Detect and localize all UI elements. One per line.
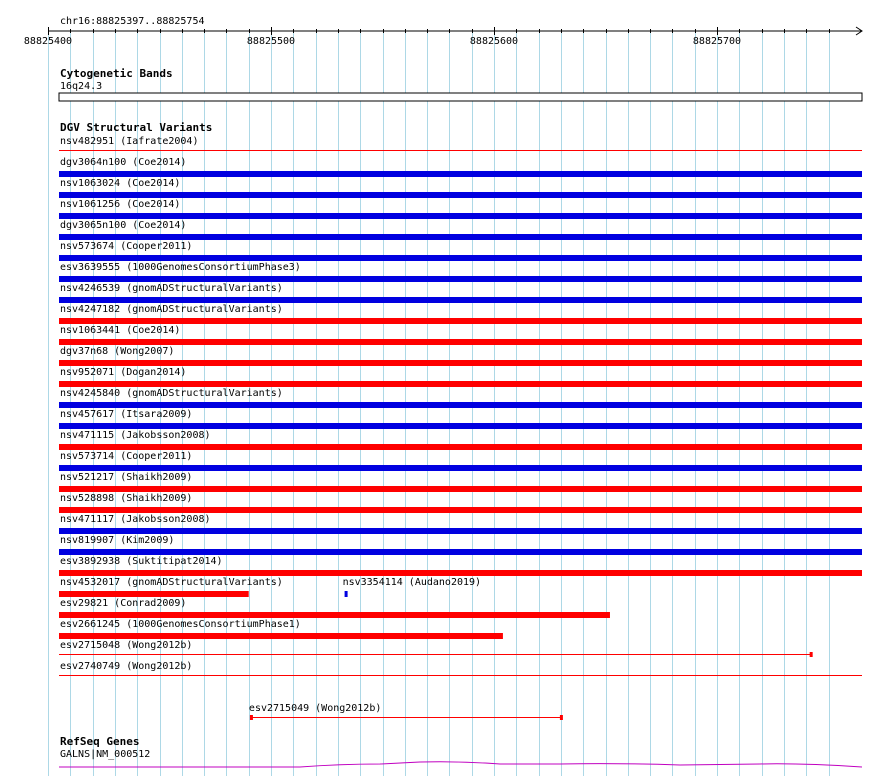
- dgv-feature[interactable]: [59, 262, 862, 282]
- dgv-feature[interactable]: [59, 304, 862, 324]
- feature-label: nsv573674 (Cooper2011): [60, 241, 193, 252]
- tick-label: 88825400: [23, 36, 73, 47]
- refseq-gene-label: GALNS|NM_000512: [60, 749, 151, 760]
- feature-bar[interactable]: [59, 192, 862, 198]
- refseq-track-title: RefSeq Genes: [60, 735, 140, 748]
- dgv-feature[interactable]: [59, 640, 813, 657]
- feature-label: nsv528898 (Shaikh2009): [60, 493, 193, 504]
- ruler-ticks: [24, 27, 830, 47]
- feature-bar[interactable]: [59, 423, 862, 429]
- cytoband-label: 16q24.3: [60, 81, 103, 92]
- feature-bar[interactable]: [59, 297, 862, 303]
- dgv-feature[interactable]: [59, 325, 862, 345]
- feature-label: nsv573714 (Cooper2011): [60, 451, 193, 462]
- feature-label: nsv819907 (Kim2009): [60, 535, 175, 546]
- feature-bar[interactable]: [59, 549, 862, 555]
- dgv-feature[interactable]: [59, 619, 503, 639]
- dgv-feature[interactable]: [59, 367, 862, 387]
- feature-bar[interactable]: [59, 465, 862, 471]
- feature-bar[interactable]: [59, 444, 862, 450]
- dgv-feature[interactable]: [59, 598, 610, 618]
- dgv-feature[interactable]: [59, 409, 862, 429]
- feature-label: nsv4246539 (gnomADStructuralVariants): [60, 283, 283, 294]
- feature-bar[interactable]: [59, 633, 503, 639]
- feature-bar[interactable]: [59, 234, 862, 240]
- cytoband-glyph[interactable]: [59, 93, 862, 101]
- feature-label: dgv3065n100 (Coe2014): [60, 220, 187, 231]
- dgv-feature[interactable]: [59, 283, 862, 303]
- feature-label: nsv471115 (Jakobsson2008): [60, 430, 211, 441]
- dgv-feature[interactable]: [59, 178, 862, 198]
- feature-end-cap: [810, 652, 813, 657]
- feature-label: nsv3354114 (Audano2019): [342, 577, 482, 588]
- feature-label: nsv1061256 (Coe2014): [60, 199, 181, 210]
- feature-label: nsv4245840 (gnomADStructuralVariants): [60, 388, 283, 399]
- feature-bar[interactable]: [59, 402, 862, 408]
- feature-label: nsv457617 (Itsara2009): [60, 409, 193, 420]
- dgv-feature[interactable]: [59, 430, 862, 450]
- feature-bar[interactable]: [59, 171, 862, 177]
- feature-label: esv3892938 (Suktitipat2014): [60, 556, 223, 567]
- cytoband-track[interactable]: [59, 67, 862, 101]
- feature-label: esv2740749 (Wong2012b): [60, 661, 193, 672]
- feature-bar[interactable]: [59, 213, 862, 219]
- feature-bar[interactable]: [59, 612, 610, 618]
- dgv-feature[interactable]: [59, 472, 862, 492]
- dgv-feature[interactable]: [59, 136, 862, 151]
- feature-label: nsv521217 (Shaikh2009): [60, 472, 193, 483]
- region-label: chr16:88825397..88825754: [60, 16, 205, 27]
- feature-label: dgv3064n100 (Coe2014): [60, 157, 187, 168]
- feature-label: nsv471117 (Jakobsson2008): [60, 514, 211, 525]
- feature-bar[interactable]: [59, 507, 862, 513]
- feature-bar[interactable]: [59, 570, 862, 576]
- dgv-feature[interactable]: [59, 388, 862, 408]
- feature-label: esv2715048 (Wong2012b): [60, 640, 193, 651]
- feature-bar[interactable]: [59, 360, 862, 366]
- dgv-feature[interactable]: [59, 157, 862, 177]
- dgv-feature[interactable]: [59, 220, 862, 240]
- dgv-feature[interactable]: [59, 346, 862, 366]
- dgv-feature[interactable]: [59, 241, 862, 261]
- dgv-feature[interactable]: [59, 661, 862, 676]
- dgv-track: [59, 121, 862, 720]
- feature-label: esv2661245 (1000GenomesConsortiumPhase1): [60, 619, 301, 630]
- feature-start-cap: [250, 715, 253, 720]
- cytoband-track-title: Cytogenetic Bands: [60, 67, 173, 80]
- feature-bar[interactable]: [59, 276, 862, 282]
- feature-label: dgv37n68 (Wong2007): [60, 346, 175, 357]
- feature-label: nsv1063024 (Coe2014): [60, 178, 181, 189]
- feature-bar[interactable]: [59, 591, 249, 597]
- tick-label: 88825700: [692, 36, 742, 47]
- feature-label: esv2715049 (Wong2012b): [248, 703, 382, 714]
- feature-bar[interactable]: [59, 318, 862, 324]
- tick-label: 88825500: [246, 36, 296, 47]
- dgv-features: [59, 136, 862, 720]
- feature-bar[interactable]: [59, 339, 862, 345]
- ruler: [24, 16, 862, 47]
- feature-end-cap: [560, 715, 563, 720]
- feature-label: esv29821 (Conrad2009): [60, 598, 187, 609]
- dgv-feature[interactable]: [59, 535, 862, 555]
- feature-label: nsv1063441 (Coe2014): [60, 325, 181, 336]
- feature-label: esv3639555 (1000GenomesConsortiumPhase3): [60, 262, 301, 273]
- feature-bar[interactable]: [59, 255, 862, 261]
- feature-label: nsv952071 (Dogan2014): [60, 367, 187, 378]
- dgv-feature[interactable]: [59, 556, 862, 576]
- feature-label: nsv4532017 (gnomADStructuralVariants): [60, 577, 283, 588]
- refseq-gene-glyph[interactable]: [59, 762, 862, 767]
- dgv-feature[interactable]: [59, 451, 862, 471]
- refseq-track: [59, 735, 862, 767]
- feature-bar[interactable]: [59, 528, 862, 534]
- dgv-feature[interactable]: [59, 493, 862, 513]
- dgv-track-title: DGV Structural Variants: [60, 121, 213, 134]
- dgv-feature[interactable]: [343, 577, 481, 597]
- feature-bar[interactable]: [59, 486, 862, 492]
- feature-label: nsv482951 (Iafrate2004): [60, 136, 199, 147]
- feature-bar[interactable]: [345, 591, 348, 597]
- feature-bar[interactable]: [59, 381, 862, 387]
- dgv-feature[interactable]: [59, 514, 862, 534]
- dgv-feature[interactable]: [59, 199, 862, 219]
- tick-label: 88825600: [469, 36, 519, 47]
- feature-label: nsv4247182 (gnomADStructuralVariants): [60, 304, 283, 315]
